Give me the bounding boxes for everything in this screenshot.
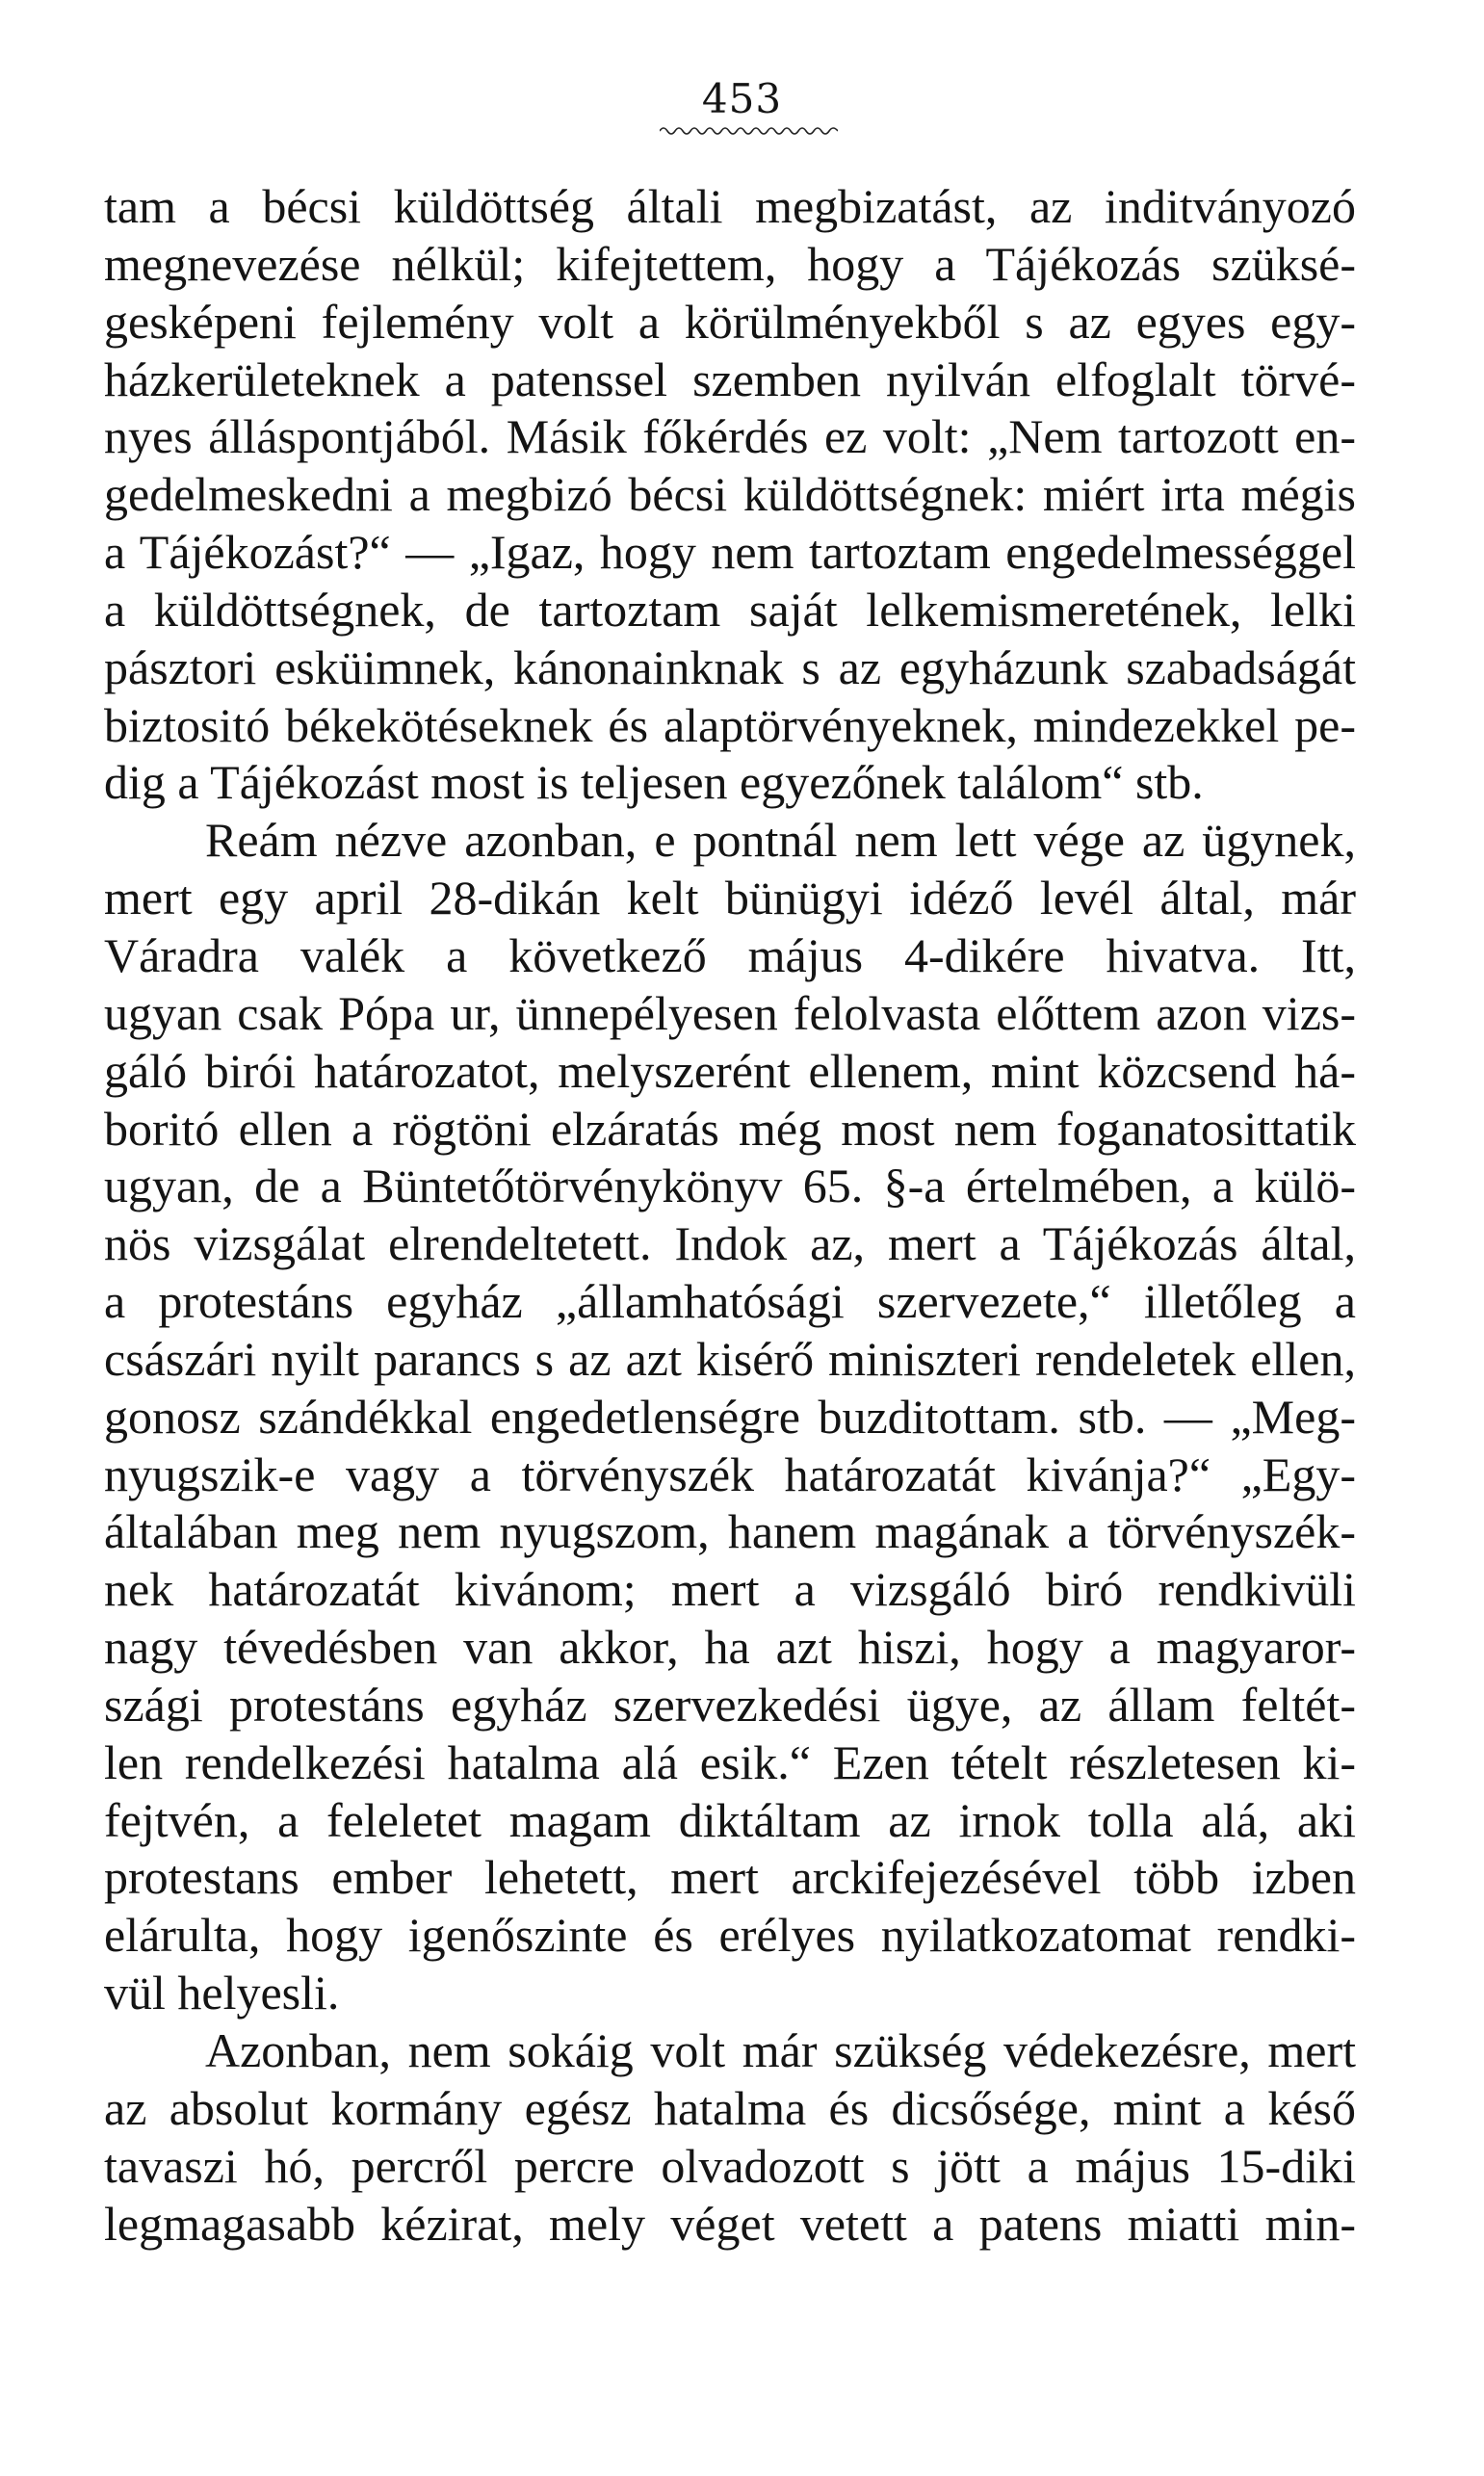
text-line: Reám nézve azonban, e pontnál nem lett vége az ügynek, xyxy=(205,813,1356,868)
page-number: 453 xyxy=(701,75,783,122)
text-line: protestans ember lehetett, mert arckifejezésével több izben xyxy=(104,1850,1356,1905)
text-line: elárulta, hogy igenőszinte és erélyes nyilatkozatomat rendki- xyxy=(104,1908,1356,1963)
text-line: vül helyesli. xyxy=(104,1966,340,2020)
text-line: nös vizsgálat elrendeltetett. Indok az, mert a Tájékozás által, xyxy=(104,1216,1356,1271)
text-line: gesképeni fejlemény volt a körülményekből s az egyes egy- xyxy=(104,294,1356,349)
text-line: mert egy april 28-dikán kelt bünügyi idéző levél által, már xyxy=(104,871,1356,925)
text-line: boritó ellen a rögtöni elzáratás még most nem foganatosittatik xyxy=(104,1101,1356,1156)
text-line: szági protestáns egyház szervezkedési ügye, az állam feltét- xyxy=(104,1677,1356,1732)
text-line: ugyan csak Pópa ur, ünnepélyesen felolvasta előttem azon vizs- xyxy=(104,985,1356,1040)
text-line: gonosz szándékkal engedetlenségre buzditottam. stb. — „Meg- xyxy=(104,1389,1356,1444)
text-line: fejtvén, a feleletet magam diktáltam az irnok tolla alá, aki xyxy=(104,1792,1356,1847)
text-line: a küldöttségnek, de tartoztam saját lelkemismeretének, lelki xyxy=(104,582,1356,637)
text-line: általában meg nem nyugszom, hanem magának a törvényszék- xyxy=(104,1504,1356,1559)
text-line: len rendelkezési hatalma alá esik.“ Ezen tételt részletesen ki- xyxy=(104,1734,1356,1789)
body-text xyxy=(104,178,1356,2253)
text-line: nagy tévedésben van akkor, ha azt hiszi, hogy a magyaror- xyxy=(104,1620,1356,1675)
text-line: tavaszi hó, percről percre olvadozott s jött a május 15-diki xyxy=(104,2138,1356,2193)
text-line: gáló birói határozatot, melyszerént ellenem, mint közcsend há- xyxy=(104,1043,1356,1098)
text-line: az absolut kormány egész hatalma és dicsősége, mint a késő xyxy=(104,2080,1356,2135)
text-line: nek határozatát kivánom; mert a vizsgáló biró rendkivüli xyxy=(104,1562,1356,1617)
text-line: pásztori esküimnek, kánonainknak s az egyházunk szabadságát xyxy=(104,639,1356,694)
text-line: tam a bécsi küldöttség általi megbizatást, az inditványozó xyxy=(104,179,1356,233)
text-line: ugyan, de a Büntetőtörvénykönyv 65. §-a értelmében, a külö- xyxy=(104,1159,1356,1213)
wavy-ornament xyxy=(660,125,838,137)
text-line: dig a Tájékozást most is teljesen egyezőnek találom“ stb. xyxy=(104,755,1204,810)
text-line: megnevezése nélkül; kifejtettem, hogy a Tájékozás szüksé- xyxy=(104,236,1356,291)
text-line: a Tájékozást?“ — „Igaz, hogy nem tartoztam engedelmességgel xyxy=(104,525,1356,580)
text-line: Váradra valék a következő május 4-dikére hivatva. Itt, xyxy=(104,927,1356,982)
text-line: a protestáns egyház „államhatósági szervezete,“ illetőleg a xyxy=(104,1274,1356,1329)
text-line: házkerületeknek a patenssel szemben nyilván elfoglalt törvé- xyxy=(104,352,1356,406)
text-line: gedelmeskedni a megbizó bécsi küldöttségnek: miért irta mégis xyxy=(104,467,1356,522)
text-line: Azonban, nem sokáig volt már szükség védekezésre, mert xyxy=(205,2023,1356,2077)
text-line: császári nyilt parancs s az azt kisérő miniszteri rendeletek ellen, xyxy=(104,1331,1356,1386)
text-line: biztositó békekötéseknek és alaptörvényeknek, mindezekkel pe- xyxy=(104,697,1356,752)
text-line: legmagasabb kézirat, mely véget vetett a patens miatti min- xyxy=(104,2196,1356,2251)
text-line: nyes álláspontjából. Másik főkérdés ez volt: „Nem tartozott en- xyxy=(104,409,1356,464)
text-line: nyugszik-e vagy a törvényszék határozatát kivánja?“ „Egy- xyxy=(104,1447,1356,1501)
